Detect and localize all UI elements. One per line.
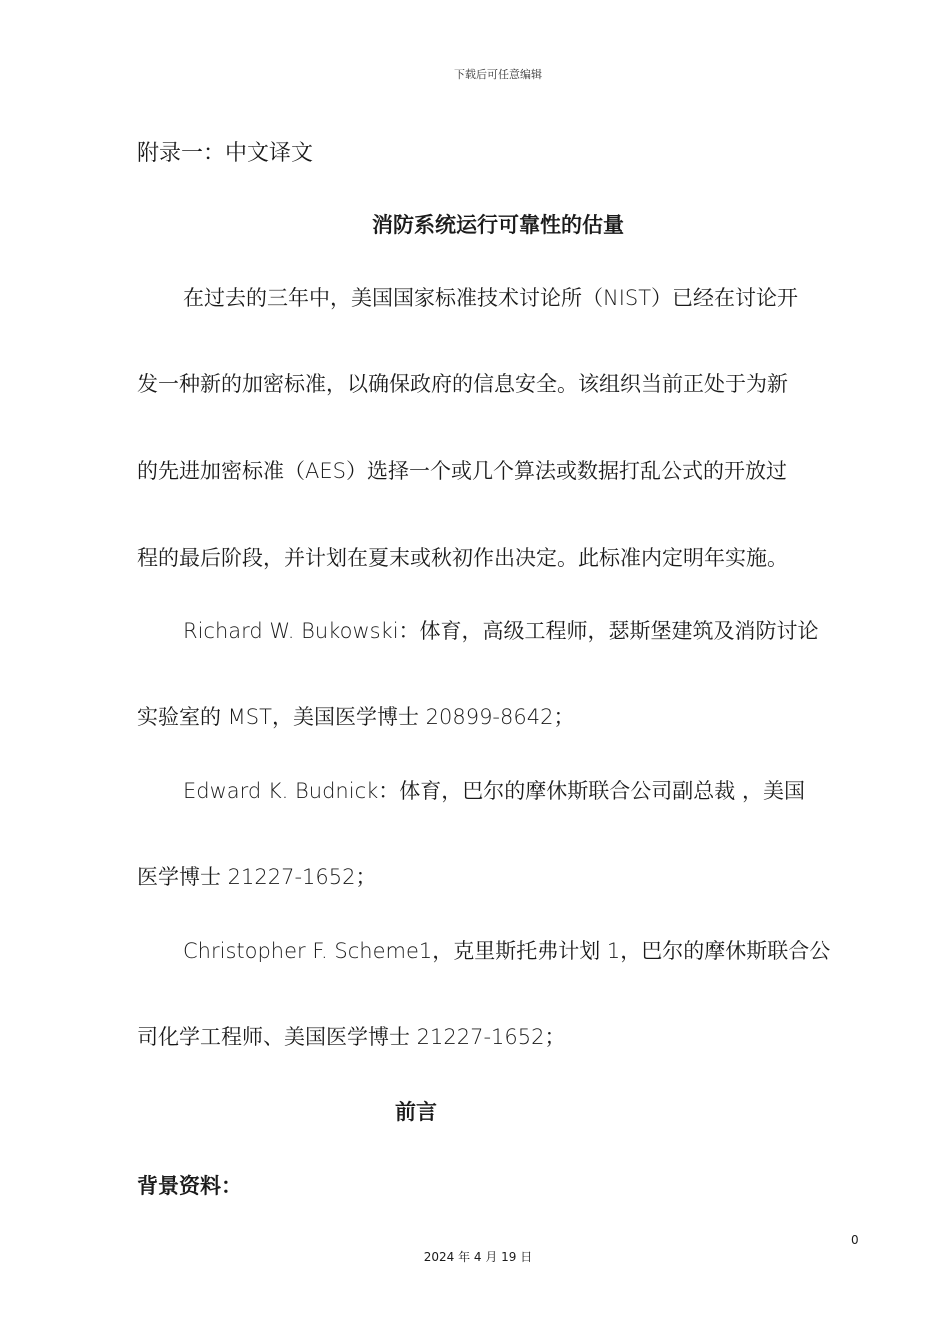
author-line: 实验室的 MST，美国医学博士 20899-8642；: [137, 705, 575, 729]
author-line: Richard W. Bukowski：体育，高级工程师，瑟斯堡建筑及消防讨论: [183, 619, 819, 643]
author-line: 医学博士 21227-1652；: [137, 865, 377, 889]
paragraph-line: 程的最后阶段，并计划在夏末或秋初作出决定。此标准内定明年实施。: [137, 546, 788, 570]
subsection-heading: 背景资料：: [137, 1174, 242, 1198]
appendix-title: 附录一：中文译文: [137, 141, 314, 166]
author-line: 司化学工程师、美国医学博士 21227-1652；: [137, 1025, 566, 1049]
author-line: Christopher F. Scheme1，克里斯托弗计划 1，巴尔的摩休斯联合公: [183, 939, 831, 963]
paragraph-line: 的先进加密标准（AES）选择一个或几个算法或数据打乱公式的开放过: [137, 459, 787, 483]
paragraph-line: 在过去的三年中，美国国家标准技术讨论所（NIST）已经在讨论开: [183, 286, 799, 310]
author-line: Edward K. Budnick：体育，巴尔的摩休斯联合公司副总裁 ，美国: [183, 779, 805, 803]
page-number: 0: [851, 1233, 859, 1247]
footer-date: 2024 年 4 月 19 日: [423, 1250, 533, 1264]
paragraph-line: 发一种新的加密标准，以确保政府的信息安全。该组织当前正处于为新: [137, 372, 788, 396]
section-heading: 前言: [395, 1100, 437, 1124]
header-note: 下载后可任意编辑: [454, 68, 542, 81]
document-title: 消防系统运行可靠性的估量: [372, 213, 624, 237]
